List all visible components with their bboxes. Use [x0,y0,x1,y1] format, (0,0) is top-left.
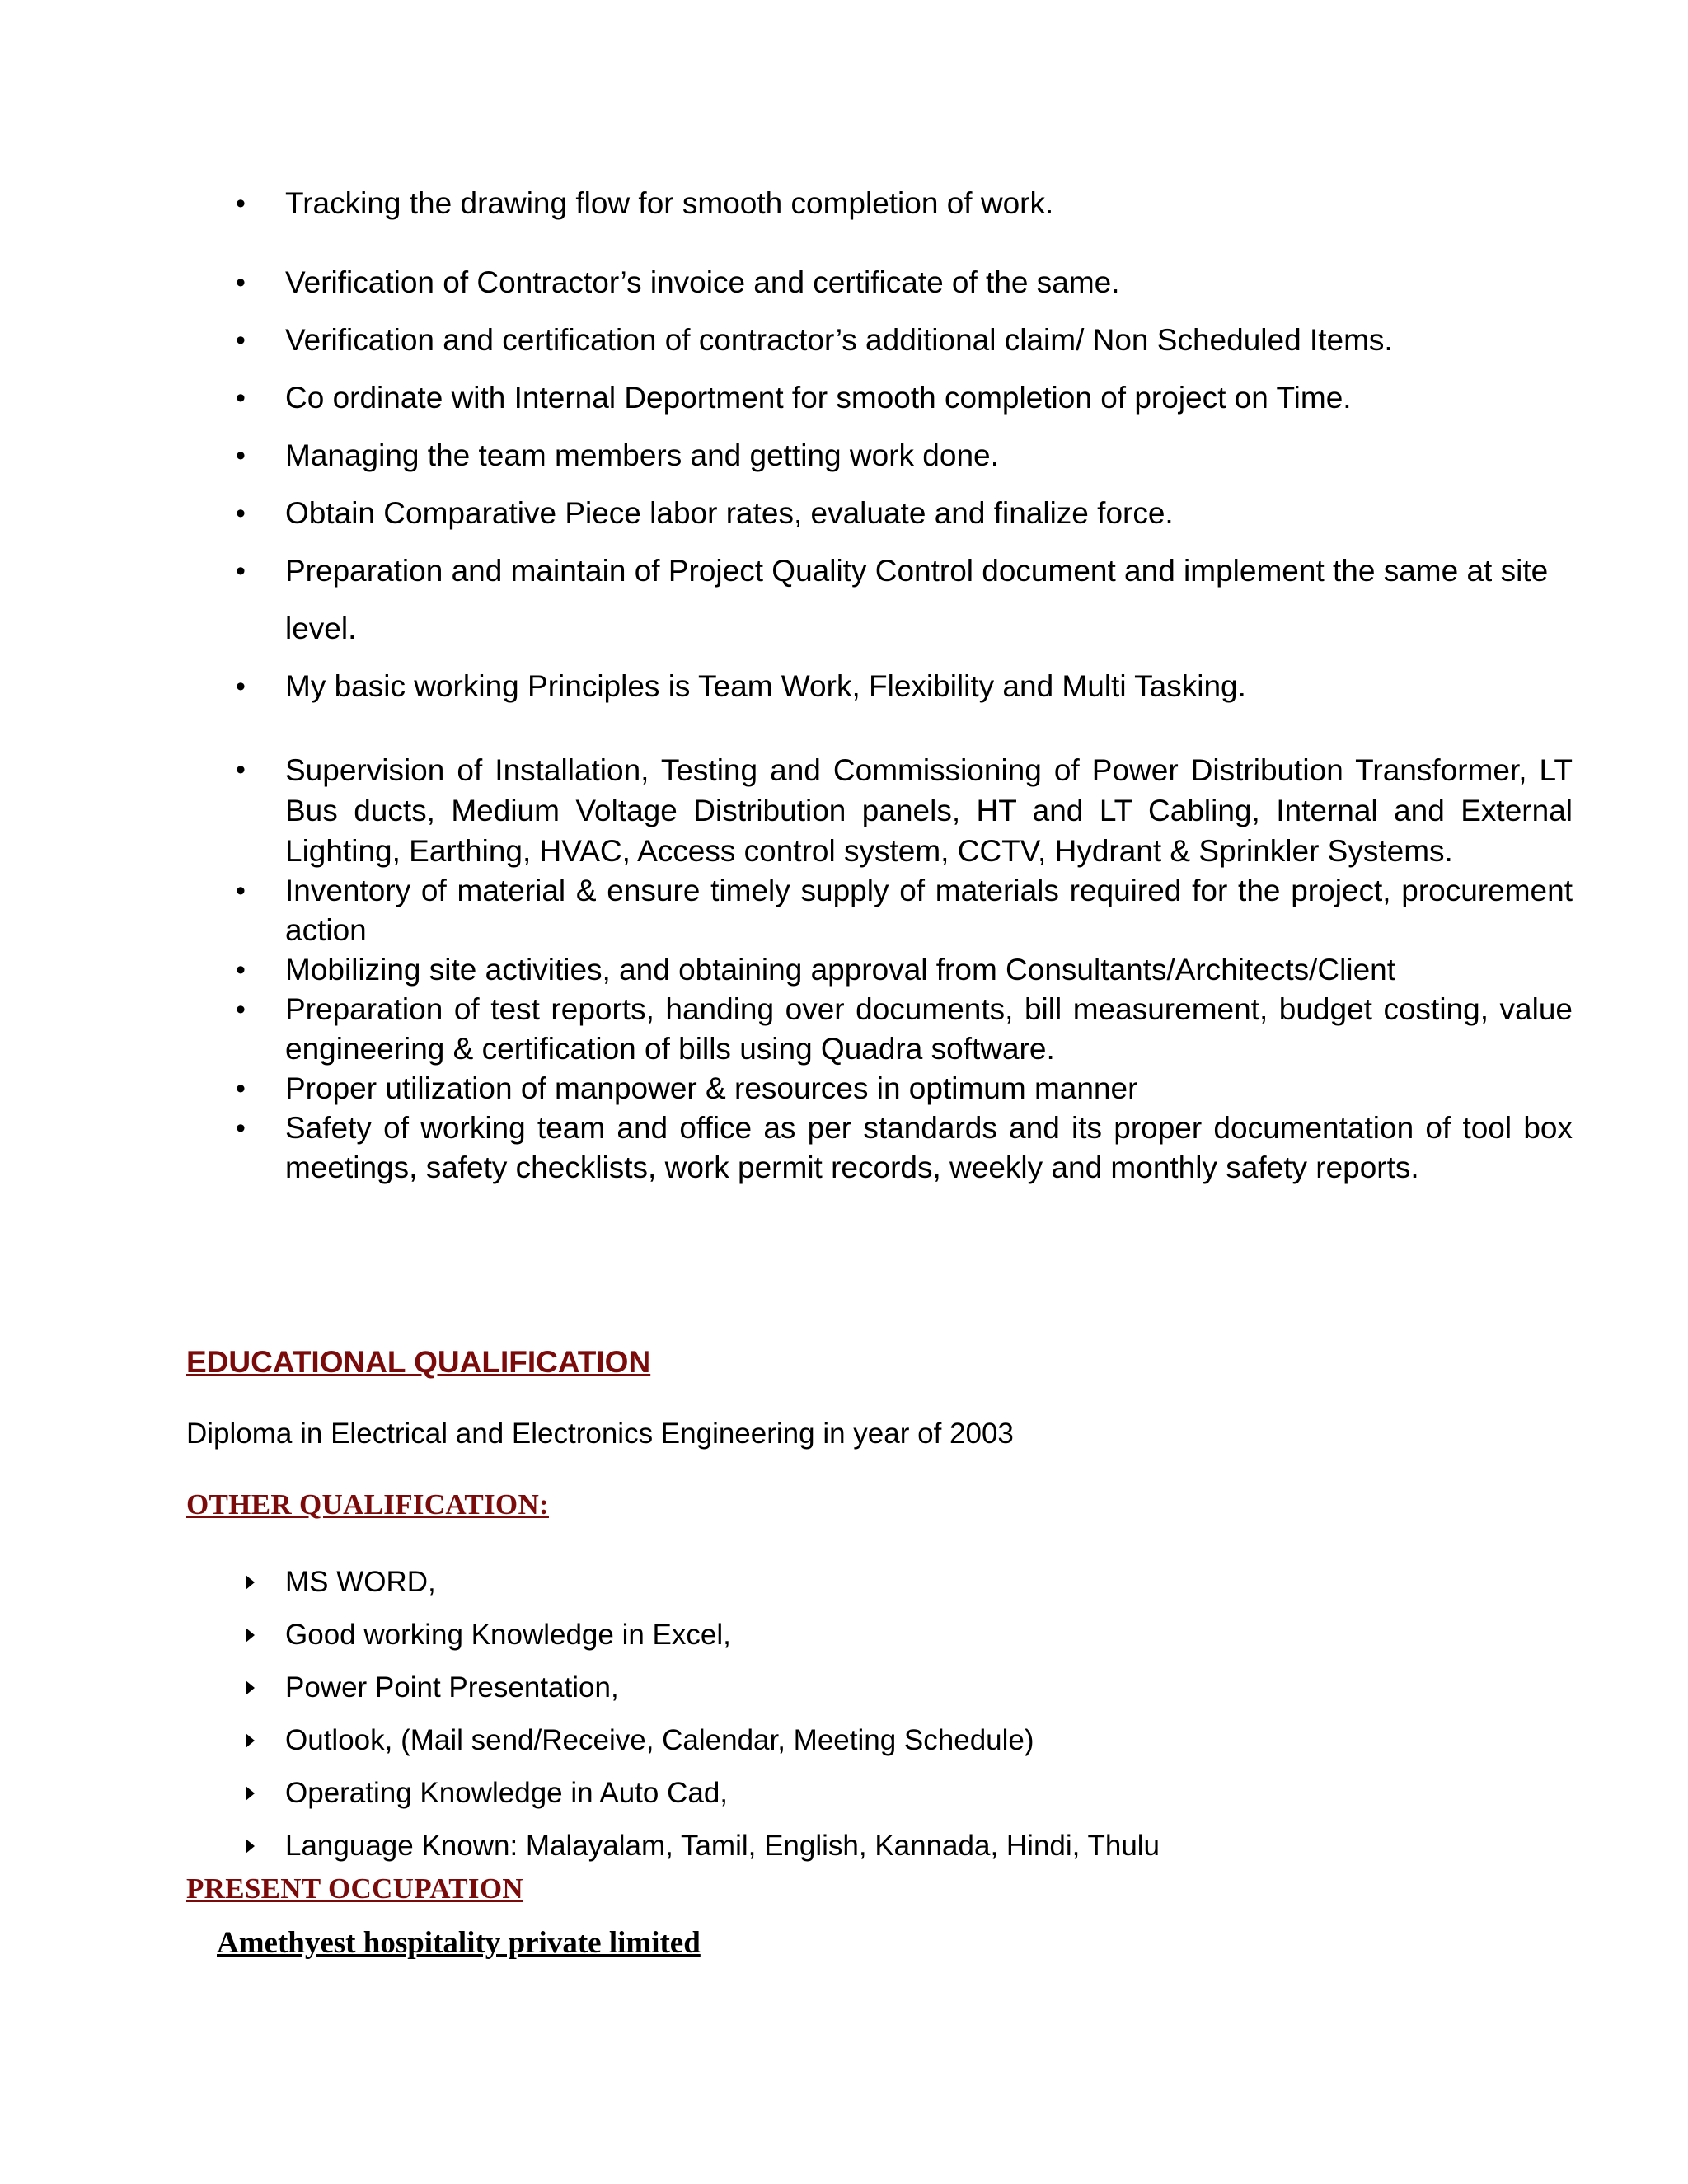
bullet-icon: • [236,671,246,702]
bullet-icon: • [236,498,246,529]
list-item: • Mobilizing site activities, and obtaining approval from Consultants/Architects/Client [188,950,1573,990]
company-name: Amethyest hospitality private limited [217,1926,701,1960]
arrow-right-icon [246,1786,255,1801]
list-item: • Verification of Contractor’s invoice and certificate of the same. [188,254,1573,312]
bullet-icon: • [236,440,246,471]
list-item: • My basic working Principles is Team Work, Flexibility and Multi Tasking. [188,658,1573,715]
education-text: Diploma in Electrical and Electronics Engineering in year of 2003 [186,1418,1014,1450]
list-item: MS WORD, [188,1556,1507,1609]
list-item: Operating Knowledge in Auto Cad, [188,1767,1507,1820]
education-heading: EDUCATIONAL QUALIFICATION [186,1345,651,1379]
list-item: • Preparation and maintain of Project Quality Control document and implement the same at site level. [188,542,1573,658]
list-item: • Managing the team members and getting work done. [188,427,1573,485]
list-item: • Obtain Comparative Piece labor rates, evaluate and finalize force. [188,485,1573,542]
list-item: Language Known: Malayalam, Tamil, English, Kannada, Hindi, Thulu [188,1820,1507,1872]
list-item: • Proper utilization of manpower & resources in optimum manner [188,1069,1573,1108]
bullet-icon: • [236,267,246,298]
list-item: • Supervision of Installation, Testing and Commissioning of Power Distribution Transformer, LT Bus ducts, Medium Voltage Distribution panels, HT and LT Cabling, Internal and External Lighting, Earthing, HVAC, Access control system, CCTV, Hydrant & Sprinkler Systems. [188,750,1573,871]
bullet-icon: • [236,875,246,907]
responsibilities-list-2 [188,750,1573,1188]
other-qualification-list [188,1556,1507,1872]
list-item: • Tracking the drawing flow for smooth completion of work. [188,175,1573,232]
other-qualification-heading: OTHER QUALIFICATION: [186,1488,549,1521]
arrow-right-icon [246,1839,255,1854]
arrow-right-icon [246,1733,255,1748]
list-item: • Inventory of material & ensure timely supply of materials required for the project, procurement action [188,871,1573,950]
list-item: Good working Knowledge in Excel, [188,1609,1507,1661]
bullet-icon: • [236,1073,246,1104]
bullet-icon: • [236,754,246,785]
bullet-icon: • [236,954,246,986]
list-item: • Safety of working team and office as per standards and its proper documentation of tool box meetings, safety checklists, work permit records, weekly and monthly safety reports. [188,1108,1573,1188]
responsibilities-list-1 [188,175,1573,715]
bullet-icon: • [236,188,246,219]
bullet-icon: • [236,994,246,1025]
bullet-icon: • [236,325,246,356]
present-occupation-heading: PRESENT OCCUPATION [186,1872,523,1905]
bullet-icon: • [236,555,246,587]
list-item: Outlook, (Mail send/Receive, Calendar, Meeting Schedule) [188,1714,1507,1767]
arrow-right-icon [246,1575,255,1590]
bullet-icon: • [236,1113,246,1144]
list-item: • Co ordinate with Internal Deportment for smooth completion of project on Time. [188,369,1573,427]
list-item: Power Point Presentation, [188,1661,1507,1714]
list-item: • Preparation of test reports, handing over documents, bill measurement, budget costing, value engineering & certification of bills using Quadra software. [188,990,1573,1069]
arrow-right-icon [246,1628,255,1643]
arrow-right-icon [246,1680,255,1695]
list-item: • Verification and certification of contractor’s additional claim/ Non Scheduled Items. [188,312,1573,369]
bullet-icon: • [236,382,246,414]
